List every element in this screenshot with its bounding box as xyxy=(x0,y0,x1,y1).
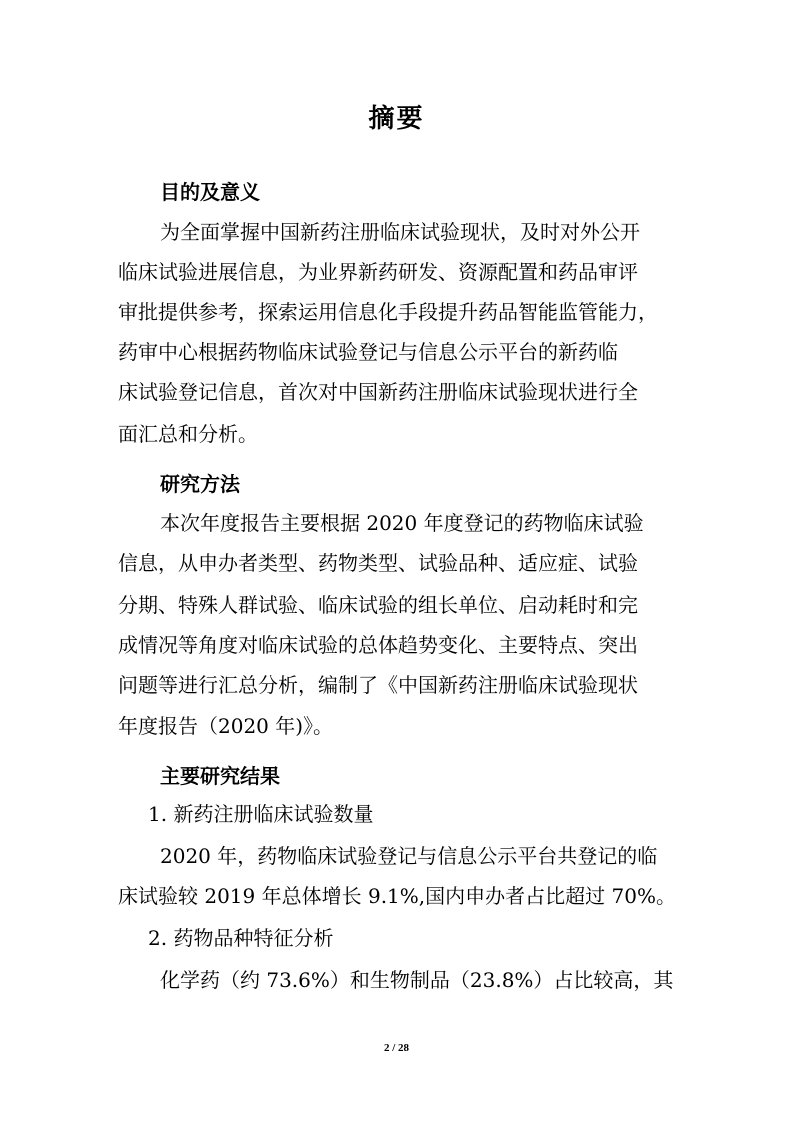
paragraph-line: 本次年度报告主要根据 2020 年度登记的药物临床试验 xyxy=(160,511,644,535)
results-item-title: 2. 药物品种特征分析 xyxy=(148,926,334,950)
paragraph-line: 信息，从申办者类型、药物类型、试验品种、适应症、试验 xyxy=(118,551,638,575)
paragraph-line: 分期、特殊人群试验、临床试验的组长单位、启动耗时和完 xyxy=(118,593,638,617)
paragraph-line: 药审中心根据药物临床试验登记与信息公示平台的新药临 xyxy=(118,340,618,364)
paragraph-line: 问题等进行汇总分析，编制了《中国新药注册临床试验现状 xyxy=(118,673,638,697)
paragraph-line: 2020 年，药物临床试验登记与信息公示平台共登记的临 xyxy=(160,844,658,868)
heading-purpose: 目的及意义 xyxy=(160,180,260,204)
page-title: 摘要 xyxy=(368,104,425,134)
paragraph-line: 审批提供参考，探索运用信息化手段提升药品智能监管能力， xyxy=(118,300,658,324)
paragraph-line: 床试验登记信息，首次对中国新药注册临床试验现状进行全 xyxy=(118,380,638,404)
paragraph-line: 床试验较 2019 年总体增长 9.1%,国内申办者占比超过 70%。 xyxy=(118,884,676,908)
paragraph-line: 为全面掌握中国新药注册临床试验现状，及时对外公开 xyxy=(160,220,640,244)
results-item-title: 1. 新药注册临床试验数量 xyxy=(148,802,374,826)
paragraph-line: 成情况等角度对临床试验的总体趋势变化、主要特点、突出 xyxy=(118,633,638,657)
page-number: 2 / 28 xyxy=(383,1042,410,1054)
paragraph-line: 面汇总和分析。 xyxy=(118,422,258,446)
heading-method: 研究方法 xyxy=(160,472,240,496)
heading-results: 主要研究结果 xyxy=(160,764,280,788)
paragraph-line: 化学药（约 73.6%）和生物制品（23.8%）占比较高，其 xyxy=(160,968,674,992)
paragraph-line: 年度报告（2020 年)》。 xyxy=(118,714,334,738)
paragraph-line: 临床试验进展信息，为业界新药研发、资源配置和药品审评 xyxy=(118,260,638,284)
